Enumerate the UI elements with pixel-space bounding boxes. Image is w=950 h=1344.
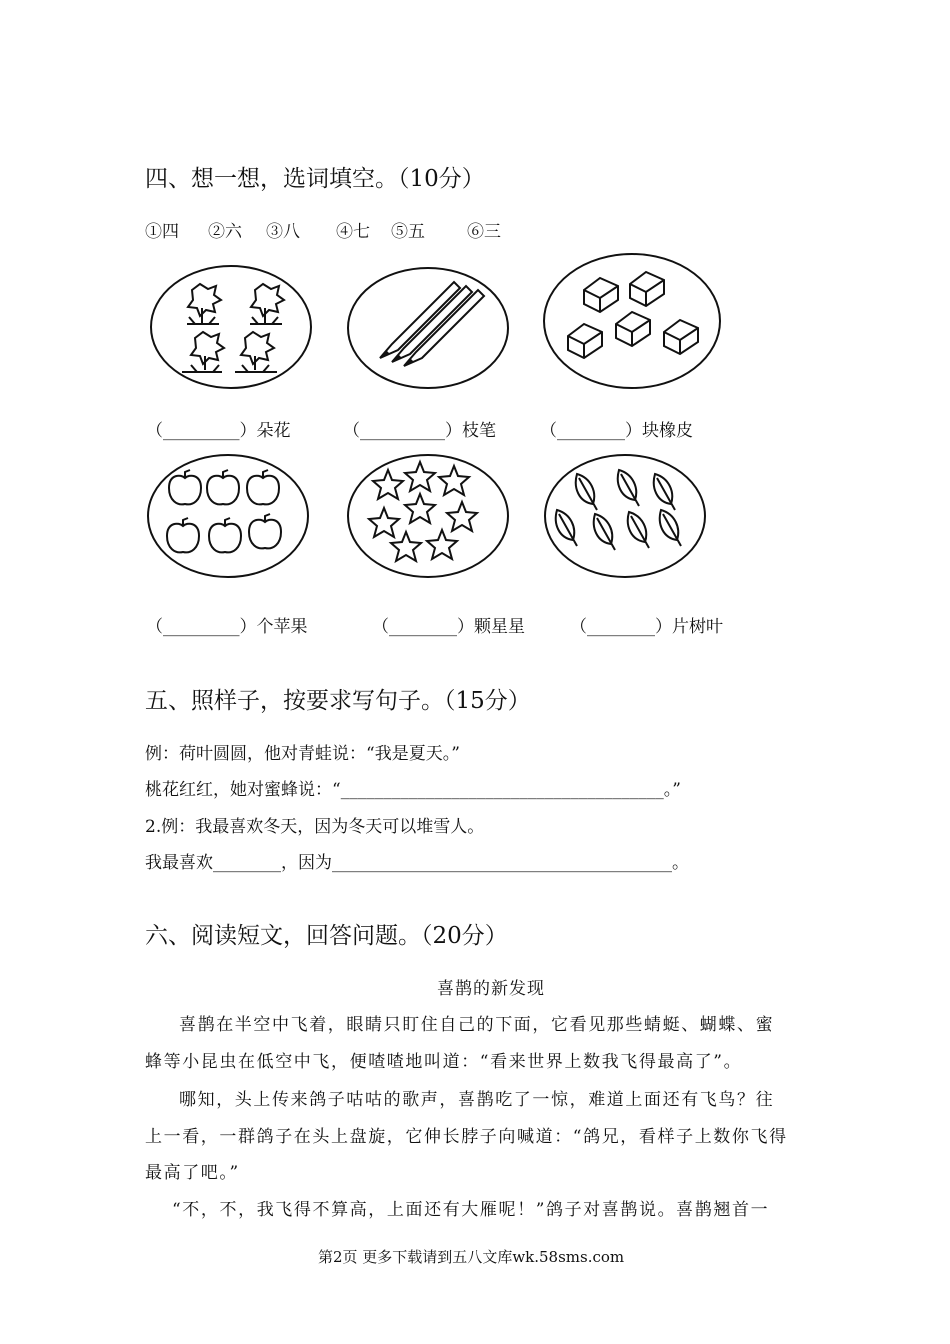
passage-line-2: 蜂等小昆虫在低空中飞，便喳喳地叫道：“看来世界上数我飞得最高了”。 [145, 1052, 743, 1072]
option-4: ④七 [336, 222, 370, 242]
blank-pencils[interactable]: （__________）枝笔 [343, 421, 496, 441]
pencils-icon [344, 262, 514, 392]
example-line-1: 例：荷叶圆圆，他对青蛙说：“我是夏天。” [145, 744, 460, 764]
passage-line-5: 最高了吧。” [145, 1163, 240, 1183]
passage-line-4: 上一看，一群鸽子在头上盘旋，它伸长脖子向喊道：“鸽兄，看样子上数你飞得 [145, 1127, 788, 1147]
option-1: ①四 [145, 222, 179, 242]
answer-line-2[interactable]: 我最喜欢________，因为________________________________________。 [145, 853, 689, 873]
passage-line-3: 哪知，头上传来鸽子咕咕的歌声，喜鹊吃了一惊，难道上面还有飞鸟？往 [179, 1090, 775, 1110]
example-line-2: 2.例：我最喜欢冬天，因为冬天可以堆雪人。 [145, 817, 485, 837]
passage-line-1: 喜鹊在半空中飞着，眼睛只盯住自己的下面，它看见那些蜻蜓、蝴蝶、蜜 [179, 1015, 775, 1035]
option-3: ③八 [266, 222, 300, 242]
blank-flowers[interactable]: （_________）朵花 [146, 421, 291, 441]
answer-line-1[interactable]: 桃花红红，她对蜜蜂说：“______________________________________。” [145, 780, 681, 800]
page-footer: 第2页 更多下载请到五八文库wk.58sms.com [318, 1248, 625, 1266]
section4-heading: 四、想一想，选词填空。（10分） [145, 166, 485, 192]
leaves-icon [541, 452, 711, 580]
passage-line-6: “不，不，我飞得不算高，上面还有大雁呢！”鸽子对喜鹊说。喜鹊翘首一 [172, 1200, 770, 1220]
passage-title: 喜鹊的新发现 [437, 979, 545, 999]
section5-heading: 五、照样子，按要求写句子。（15分） [145, 688, 531, 714]
blank-leaves[interactable]: （________）片树叶 [570, 617, 723, 637]
option-2: ②六 [208, 222, 242, 242]
blank-apples[interactable]: （_________）个苹果 [146, 617, 308, 637]
blank-erasers[interactable]: （________）块橡皮 [540, 421, 693, 441]
erasers-icon [540, 250, 725, 392]
blank-stars[interactable]: （________）颗星星 [372, 617, 525, 637]
section6-heading: 六、阅读短文，回答问题。（20分） [145, 923, 508, 949]
option-5: ⑤五 [391, 222, 425, 242]
stars-icon [344, 452, 514, 580]
option-6: ⑥三 [467, 222, 501, 242]
flowers-icon [147, 262, 317, 392]
apples-icon [145, 452, 313, 580]
